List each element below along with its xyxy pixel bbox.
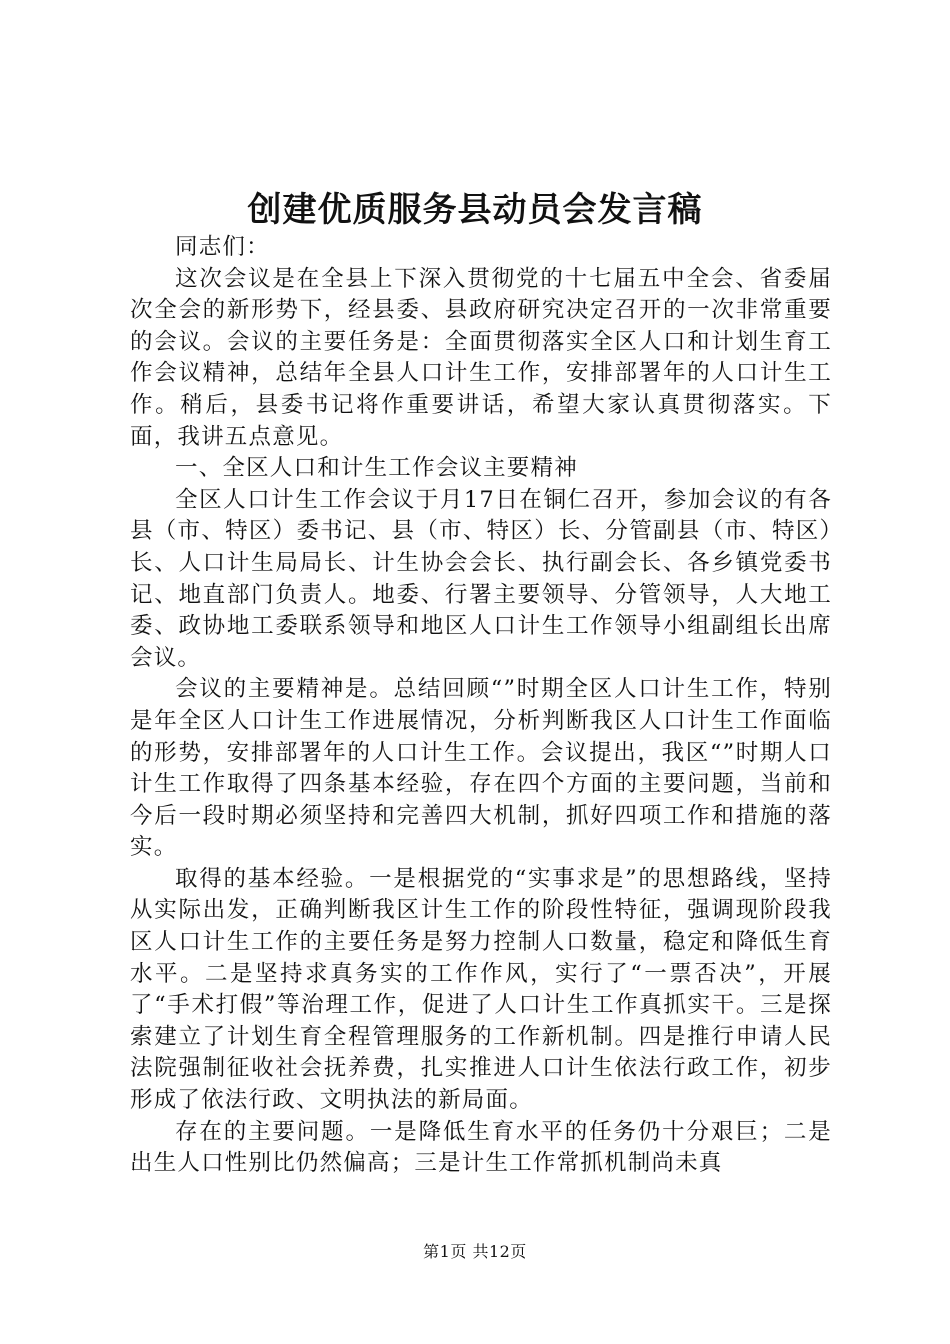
body-paragraph: 存在的主要问题。一是降低生育水平的任务仍十分艰巨；二是出生人口性别比仍然偏高；三是计生工作常抓机制尚未真 xyxy=(130,1118,832,1177)
salutation-paragraph: 同志们： xyxy=(175,234,270,260)
page-number-footer: 第1页 共12页 xyxy=(423,1242,527,1261)
section-heading: 一、全区人口和计生工作会议主要精神 xyxy=(175,455,578,482)
body-paragraph: 这次会议是在全县上下深入贯彻党的十七届五中全会、省委届次全会的新形势下，经县委、县政府研究决定召开的一次非常重要的会议。会议的主要任务是：全面贯彻落实全区人口和计划生育工作会议精神，总结年全县人口计生工作，安排部署年的人口计生工作。稍后，县委书记将作重要讲话，希望大家认真贯彻落实。下面，我讲五点意见。 xyxy=(130,265,832,450)
body-paragraph: 取得的基本经验。一是根据党的“实事求是”的思想路线，坚持从实际出发，正确判断我区计生工作的阶段性特征，强调现阶段我区人口计生工作的主要任务是努力控制人口数量，稳定和降低生育水平。二是坚持求真务实的工作作风，实行了“一票否决”，开展了“手术打假”等治理工作，促进了人口计生工作真抓实干。三是探索建立了计划生育全程管理服务的工作新机制。四是推行申请人民法院强制征收社会抚养费，扎实推进人口计生依法行政工作，初步形成了依法行政、文明执法的新局面。 xyxy=(130,865,832,1114)
document-title: 创建优质服务县动员会发言稿 xyxy=(247,190,703,230)
body-paragraph: 全区人口计生工作会议于月17日在铜仁召开，参加会议的有各县（市、特区）委书记、县（市、特区）长、分管副县（市、特区）长、人口计生局局长、计生协会会长、执行副会长、各乡镇党委书记、地直部门负责人。地委、行署主要领导、分管领导，人大地工委、政协地工委联系领导和地区人口计生工作领导小组副组长出席会议。 xyxy=(130,486,832,671)
document-body xyxy=(130,232,832,1180)
body-paragraph: 会议的主要精神是。总结回顾“”时期全区人口计生工作，特别是年全区人口计生工作进展情况，分析判断我区人口计生工作面临的形势，安排部署年的人口计生工作。会议提出，我区“”时期人口计生工作取得了四条基本经验，存在四个方面的主要问题，当前和今后一段时期必须坚持和完善四大机制，抓好四项工作和措施的落实。 xyxy=(130,676,832,861)
